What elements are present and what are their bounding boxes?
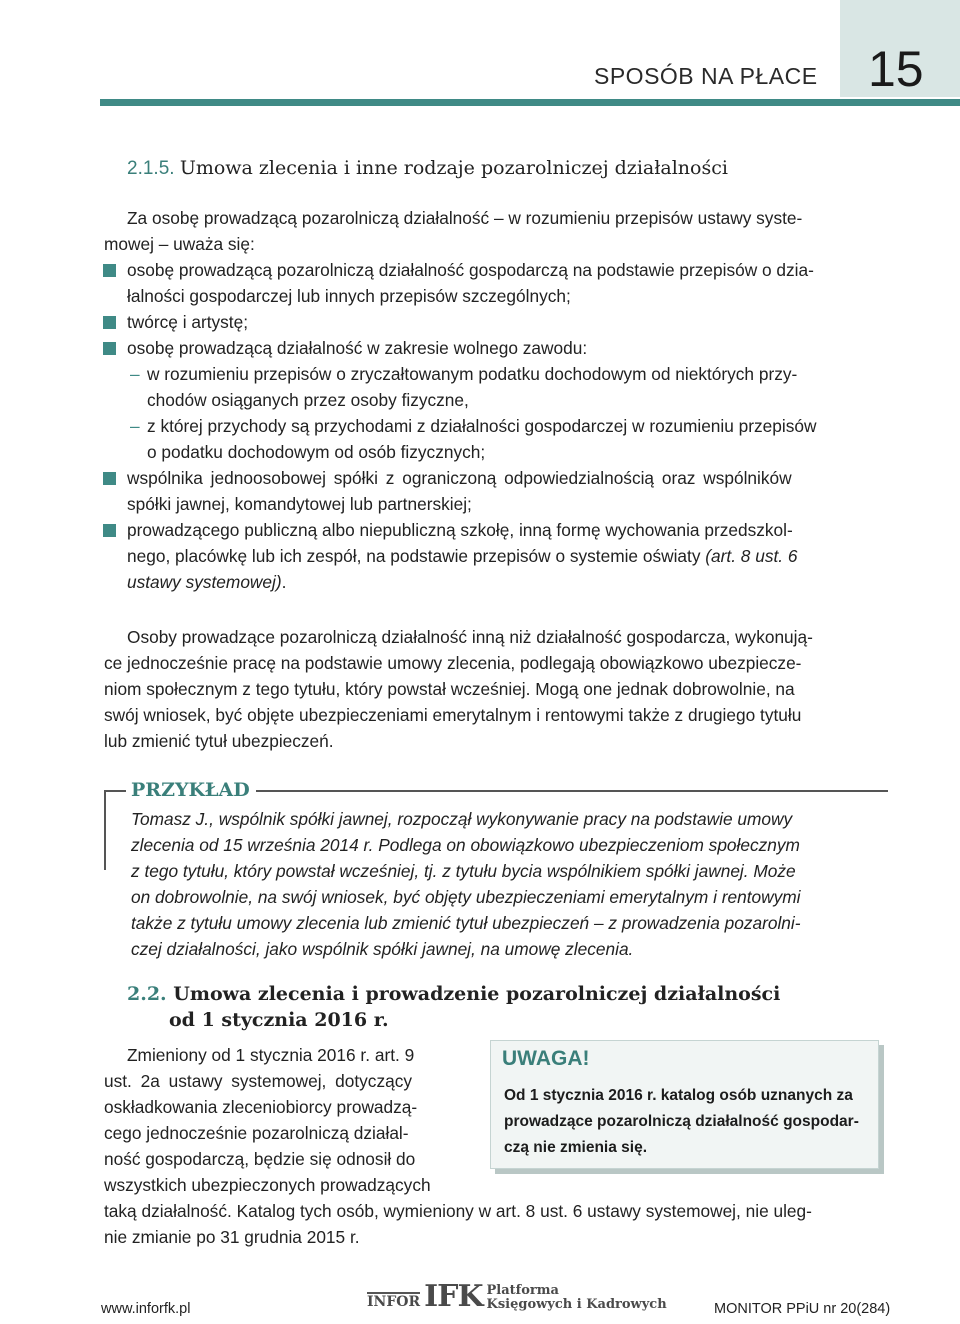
bullet-1-line-1: osobę prowadzącą pozarolniczą działalność gospodarczą na podstawie przepisów o dzia- — [127, 260, 814, 280]
section-number: 2.1.5. — [127, 158, 175, 179]
intro-line-2: mowej – uważa się: — [104, 234, 255, 254]
note-line-1: Od 1 stycznia 2016 r. katalog osób uznanych za — [504, 1087, 853, 1104]
bullet-square — [103, 342, 116, 355]
paragraph-line-3: niom społecznym z tego tytułu, który powstał wcześniej. Mogą one jednak dobrowolnie, na — [104, 679, 795, 699]
note-text — [504, 1083, 874, 1161]
paragraph-line-2: ce jednocześnie pracę na podstawie umowy zlecenia, podlegają obowiązkowo ubezpiecze- — [104, 653, 802, 673]
example-line-6: czej działalności, jako wspólnik spółki jawnej, na umowę zlecenia. — [131, 939, 634, 959]
dash-1-line-1: w rozumieniu przepisów o zryczałtowanym podatku dochodowym od niektórych przy- — [147, 364, 798, 384]
dash-marker: – — [130, 364, 140, 384]
bullet-5-line-2-text: nego, placówkę lub ich zespół, na podstawie przepisów o systemie oświaty — [127, 546, 706, 566]
dash-marker: – — [130, 416, 140, 436]
narrow-line-3: oskładkowania zleceniobiorcy prowadzą- — [104, 1097, 418, 1117]
section-title: Umowa zlecenia i inne rodzaje pozarolniczej działalności — [179, 157, 728, 179]
dash-2-line-2: o podatku dochodowym od osób fizycznych; — [147, 442, 486, 462]
page-number: 15 — [868, 41, 924, 97]
narrow-line-4: cego jednocześnie pozarolniczą działal- — [104, 1123, 409, 1143]
paragraph-line-5: lub zmienić tytuł ubezpieczeń. — [104, 731, 334, 751]
bullet-square — [103, 524, 116, 537]
example-line-1: Tomasz J., wspólnik spółki jawnej, rozpoczął wykonywanie pracy na podstawie umowy — [131, 809, 793, 829]
example-line-5: także z tytułu umowy zlecenia lub zmienić tytuł ubezpieczeń – z prowadzenia pozarolni- — [131, 913, 801, 933]
bullet-1-line-2: łalności gospodarczej lub innych przepisów szczególnych; — [127, 286, 571, 306]
header-rule — [100, 99, 960, 106]
wide-line-1: taką działalność. Katalog tych osób, wymieniony w art. 8 ust. 6 ustawy systemowej, nie uleg- — [104, 1201, 812, 1221]
bullet-square — [103, 264, 116, 277]
logo-subtitle-line-1: Platforma — [486, 1283, 559, 1298]
section-2-number: 2.2. — [127, 983, 167, 1005]
dash-2-line-1: z której przychody są przychodami z działalności gospodarczej w rozumieniu przepisów — [147, 416, 817, 436]
example-label: PRZYKŁAD — [131, 779, 250, 801]
section-2-heading — [127, 981, 780, 1007]
paragraph-line-1: Osoby prowadzące pozarolniczą działalność inną niż działalność gospodarcza, wykonują- — [127, 627, 813, 647]
wide-line-2: nie zmianie po 31 grudnia 2015 r. — [104, 1227, 360, 1247]
bullet-5-citation-end: ustawy systemowej) — [127, 572, 282, 592]
intro-line-1: Za osobę prowadzącą pozarolniczą działalność – w rozumieniu przepisów ustawy syste- — [127, 208, 803, 228]
bullet-5-line-2 — [127, 543, 797, 569]
example-line-4: on dobrowolnie, na swój wniosek, być objęty ubezpieczeniami emerytalnym i rentowymi — [131, 887, 801, 907]
bullet-5-line-1: prowadzącego publiczną albo niepubliczną szkołę, inną formę wychowania przedszkol- — [127, 520, 793, 540]
logo-ifk: IFK — [424, 1279, 483, 1314]
example-rule-vertical — [104, 790, 106, 870]
section-2-title-line-2: od 1 stycznia 2016 r. — [169, 1009, 389, 1031]
bullet-square — [103, 472, 116, 485]
footer-website: www.inforfk.pl — [101, 1301, 191, 1317]
bullet-5-line-3 — [127, 569, 286, 595]
narrow-line-1: Zmieniony od 1 stycznia 2016 r. art. 9 — [127, 1045, 415, 1065]
publisher-logo — [367, 1276, 667, 1312]
narrow-line-5: ność gospodarczą, będzie się odnosił do — [104, 1149, 416, 1169]
bullet-2-line-1: twórcę i artystę; — [127, 312, 249, 332]
logo-subtitle — [487, 1284, 667, 1312]
example-line-3: z tego tytułu, który powstał wcześniej, tj. z tytułu bycia wspólnikiem spółki jawnej. Może — [131, 861, 796, 881]
footer-issue: MONITOR PPiU nr 20(284) — [714, 1301, 891, 1317]
section-2-title-line-1: Umowa zlecenia i prowadzenie pozarolniczej działalności — [173, 983, 781, 1005]
dash-1-line-2: chodów osiąganych przez osoby fizyczne, — [147, 390, 469, 410]
bullet-3-line-1: osobę prowadzącą działalność w zakresie wolnego zawodu: — [127, 338, 588, 358]
narrow-line-2: ust. 2a ustawy systemowej, dotyczący — [104, 1071, 412, 1091]
bullet-4-line-1: wspólnika jednoosobowej spółki z ograniczoną odpowiedzialnością oraz wspólników — [127, 468, 792, 488]
bullet-5-period: . — [281, 572, 287, 592]
logo-subtitle-line-2: Księgowych i Kadrowych — [486, 1297, 667, 1312]
bullet-4-line-2: spółki jawnej, komandytowej lub partnerskiej; — [127, 494, 472, 514]
example-rule-left — [104, 790, 126, 792]
note-line-2: prowadzące pozarolniczą działalność gospodar- — [504, 1113, 859, 1130]
bullet-5-citation: (art. 8 ust. 6 — [705, 546, 798, 566]
paragraph-line-4: swój wniosek, być objęte ubezpieczeniami emerytalnym i rentowymi także z drugiego tytułu — [104, 705, 802, 725]
section-heading — [127, 157, 728, 180]
note-label: UWAGA! — [502, 1047, 590, 1070]
example-rule-right — [256, 790, 888, 792]
logo-infor: INFOR — [367, 1294, 421, 1310]
note-line-3: czą nie zmienia się. — [504, 1139, 648, 1156]
example-line-2: zlecenia od 15 września 2014 r. Podlega on obowiązkowo ubezpieczeniom społecznym — [131, 835, 800, 855]
running-header-title: SPOSÓB NA PŁACE — [594, 63, 818, 89]
bullet-square — [103, 316, 116, 329]
narrow-line-6: wszystkich ubezpieczonych prowadzących — [104, 1175, 431, 1195]
